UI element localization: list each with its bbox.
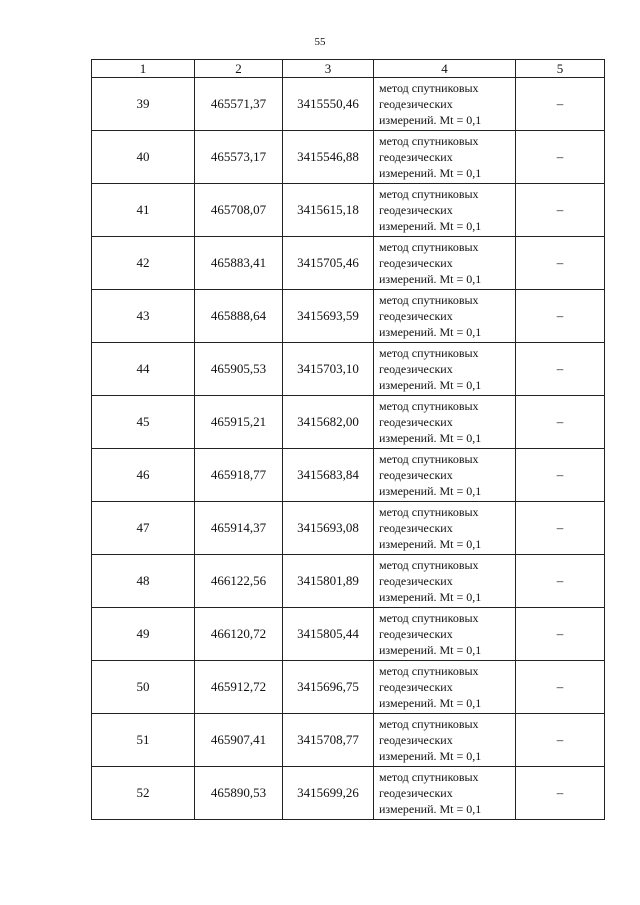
method-text-line: измерений. Mt = 0,1 [379,378,482,392]
coordinate-y-cell: 3415703,10 [283,343,374,396]
point-number-cell: 49 [92,608,195,661]
table-row [92,502,605,555]
method-text-line: геодезических [379,521,453,535]
method-cell [374,449,516,502]
column-header-4: 4 [374,60,516,78]
method-text-line: метод спутниковых [379,717,479,731]
coordinate-y-cell: 3415693,08 [283,502,374,555]
note-cell: – [516,608,605,661]
note-cell: – [516,396,605,449]
method-text-line: метод спутниковых [379,664,479,678]
method-text-line: измерений. Mt = 0,1 [379,802,482,816]
point-number-cell: 46 [92,449,195,502]
method-text-line: метод спутниковых [379,81,479,95]
method-text-line: геодезических [379,574,453,588]
table-row [92,555,605,608]
table-body [92,78,605,820]
note-cell: – [516,343,605,396]
method-text-line: метод спутниковых [379,399,479,413]
coordinate-y-cell: 3415708,77 [283,714,374,767]
point-number-cell: 50 [92,661,195,714]
table-row [92,608,605,661]
coordinate-y-cell: 3415682,00 [283,396,374,449]
method-cell [374,661,516,714]
method-text-line: метод спутниковых [379,770,479,784]
coordinates-table [91,59,605,820]
note-cell: – [516,555,605,608]
method-text-line: метод спутниковых [379,452,479,466]
method-text-line: метод спутниковых [379,505,479,519]
table-row [92,343,605,396]
coordinate-y-cell: 3415801,89 [283,555,374,608]
method-cell [374,767,516,820]
note-cell: – [516,767,605,820]
method-cell [374,555,516,608]
note-cell: – [516,714,605,767]
column-header-1: 1 [92,60,195,78]
method-cell [374,290,516,343]
coordinate-x-cell: 465915,21 [195,396,283,449]
method-cell [374,184,516,237]
table-row [92,78,605,131]
coordinate-y-cell: 3415550,46 [283,78,374,131]
method-text-line: измерений. Mt = 0,1 [379,325,482,339]
method-cell [374,78,516,131]
table-row [92,396,605,449]
method-cell [374,237,516,290]
coordinate-x-cell: 465914,37 [195,502,283,555]
table-header-row [92,60,605,78]
method-cell [374,396,516,449]
point-number-cell: 52 [92,767,195,820]
method-text-line: измерений. Mt = 0,1 [379,166,482,180]
coordinate-x-cell: 466120,72 [195,608,283,661]
coordinate-y-cell: 3415699,26 [283,767,374,820]
method-text-line: геодезических [379,415,453,429]
method-cell [374,343,516,396]
coordinate-y-cell: 3415705,46 [283,237,374,290]
method-text-line: измерений. Mt = 0,1 [379,219,482,233]
table-row [92,237,605,290]
method-cell [374,131,516,184]
point-number-cell: 42 [92,237,195,290]
coordinate-x-cell: 465888,64 [195,290,283,343]
method-text-line: геодезических [379,256,453,270]
method-text-line: измерений. Mt = 0,1 [379,431,482,445]
note-cell: – [516,131,605,184]
coordinate-x-cell: 465907,41 [195,714,283,767]
method-text-line: геодезических [379,150,453,164]
method-text-line: геодезических [379,680,453,694]
column-header-3: 3 [283,60,374,78]
page-number: 55 [314,36,326,48]
coordinate-y-cell: 3415693,59 [283,290,374,343]
method-text-line: метод спутниковых [379,293,479,307]
point-number-cell: 45 [92,396,195,449]
method-text-line: метод спутниковых [379,558,479,572]
table-row [92,131,605,184]
column-header-2: 2 [195,60,283,78]
method-cell [374,714,516,767]
method-text-line: измерений. Mt = 0,1 [379,484,482,498]
method-text-line: метод спутниковых [379,346,479,360]
method-text-line: метод спутниковых [379,240,479,254]
point-number-cell: 51 [92,714,195,767]
note-cell: – [516,661,605,714]
method-text-line: геодезических [379,733,453,747]
method-text-line: измерений. Mt = 0,1 [379,696,482,710]
coordinate-y-cell: 3415805,44 [283,608,374,661]
coordinate-y-cell: 3415615,18 [283,184,374,237]
method-text-line: геодезических [379,627,453,641]
table-row [92,449,605,502]
point-number-cell: 47 [92,502,195,555]
method-text-line: геодезических [379,309,453,323]
method-text-line: измерений. Mt = 0,1 [379,590,482,604]
point-number-cell: 48 [92,555,195,608]
method-text-line: метод спутниковых [379,611,479,625]
point-number-cell: 44 [92,343,195,396]
coordinate-x-cell: 465708,07 [195,184,283,237]
note-cell: – [516,502,605,555]
coordinate-x-cell: 465571,37 [195,78,283,131]
note-cell: – [516,237,605,290]
coordinate-x-cell: 465890,53 [195,767,283,820]
note-cell: – [516,78,605,131]
method-text-line: метод спутниковых [379,187,479,201]
coordinate-x-cell: 465905,53 [195,343,283,396]
method-text-line: измерений. Mt = 0,1 [379,643,482,657]
method-text-line: метод спутниковых [379,134,479,148]
point-number-cell: 40 [92,131,195,184]
coordinate-x-cell: 465918,77 [195,449,283,502]
table-row [92,184,605,237]
method-text-line: геодезических [379,97,453,111]
method-text-line: геодезических [379,203,453,217]
point-number-cell: 43 [92,290,195,343]
method-text-line: геодезических [379,362,453,376]
coordinate-x-cell: 465573,17 [195,131,283,184]
table-row [92,290,605,343]
method-text-line: измерений. Mt = 0,1 [379,749,482,763]
coordinate-x-cell: 465883,41 [195,237,283,290]
method-text-line: измерений. Mt = 0,1 [379,272,482,286]
method-text-line: геодезических [379,786,453,800]
coordinate-x-cell: 466122,56 [195,555,283,608]
table-row [92,714,605,767]
note-cell: – [516,184,605,237]
coordinate-y-cell: 3415696,75 [283,661,374,714]
coordinate-x-cell: 465912,72 [195,661,283,714]
method-text-line: геодезических [379,468,453,482]
method-cell [374,608,516,661]
table-row [92,661,605,714]
note-cell: – [516,449,605,502]
method-text-line: измерений. Mt = 0,1 [379,537,482,551]
column-header-5: 5 [516,60,605,78]
point-number-cell: 39 [92,78,195,131]
method-text-line: измерений. Mt = 0,1 [379,113,482,127]
point-number-cell: 41 [92,184,195,237]
table-row [92,767,605,820]
note-cell: – [516,290,605,343]
coordinate-y-cell: 3415546,88 [283,131,374,184]
method-cell [374,502,516,555]
coordinate-y-cell: 3415683,84 [283,449,374,502]
